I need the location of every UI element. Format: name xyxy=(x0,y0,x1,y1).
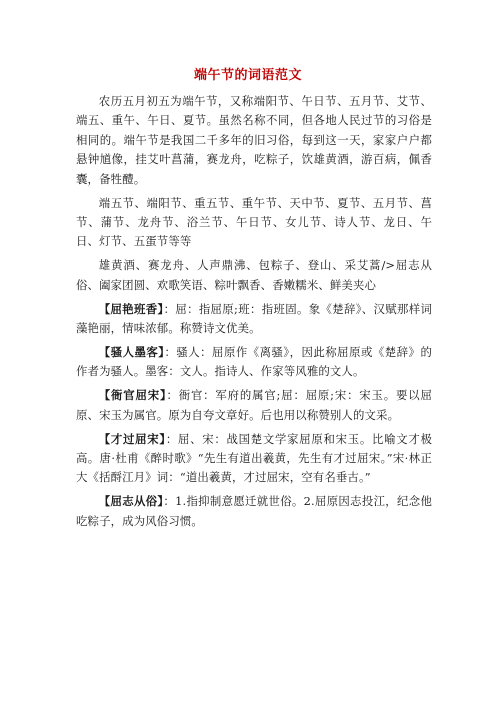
idiom-definition: ：屈：指屈原;班：指班固。象《楚辞》、汉赋那样词藻艳丽，情味浓郁。称赞诗文优美。 xyxy=(76,301,432,335)
document-title: 端午节的词语范文 xyxy=(193,68,302,83)
idiom-definition: ：屈、宋：战国楚文学家屈原和宋玉。比喻文才极高。唐·杜甫《醉时歌》“先生有道出羲黄，先生有才过屈宋。”宋·林正大《括酹江月》词：“道出羲黄，才过屈宋，空有名垂古。” xyxy=(76,431,432,485)
idiom-entry xyxy=(76,430,432,488)
idiom-term: 【衙官屈宋】 xyxy=(98,388,167,403)
idiom-entry xyxy=(76,343,432,382)
intro-paragraph: 农历五月初五为端午节，又称端阳节、午日节、五月节、艾节、端五、重午、午日、夏节。虽然名称不同，但各地人民过节的习俗是相同的。端午节是我国二千多年的旧习俗，每到这一天，家家户户都悬钟馗像，挂艾叶菖蒲，赛龙舟，吃粽子，饮雄黄酒，游百病，佩香囊，备牲醴。 xyxy=(76,94,432,186)
customs-paragraph: 雄黄酒、赛龙舟、人声鼎沸、包粽子、登山、采艾蒿/>屈志从俗、阖家团圆、欢歌笑语、粽叶飘香、香嫩糯米、鲜美夹心 xyxy=(76,258,432,292)
idiom-definition: ：衙官：军府的属官;屈：屈原;宋：宋玉。要以屈原、宋玉为属官。原为自夸文章好。后也用以称赞别人的文采。 xyxy=(76,388,432,422)
document-body xyxy=(76,92,432,536)
idiom-term: 【屈艳班香】 xyxy=(98,301,164,316)
idiom-definition: ：1.指抑制意愿迁就世俗。2.屈原因志投江，纪念他吃粽子，成为风俗习惯。 xyxy=(76,494,432,528)
idiom-term: 【才过屈宋】 xyxy=(98,431,166,446)
idiom-definition: ：骚人：屈原作《离骚》，因此称屈原或《楚辞》的作者为骚人。墨客：文人。指诗人、作家等风雅的文人。 xyxy=(76,344,432,379)
idiom-entry xyxy=(76,386,432,425)
idiom-entry xyxy=(76,300,432,339)
idiom-term: 【骚人墨客】 xyxy=(98,344,165,359)
idiom-term: 【屈志从俗】 xyxy=(98,494,164,509)
idiom-entry xyxy=(76,492,432,531)
festival-names-paragraph: 端五节、端阳节、重五节、重午节、天中节、夏节、五月节、菖节、蒲节、龙舟节、浴兰节、午日节、女儿节、诗人节、龙日、午日、灯节、五蛋节等等 xyxy=(76,195,432,249)
